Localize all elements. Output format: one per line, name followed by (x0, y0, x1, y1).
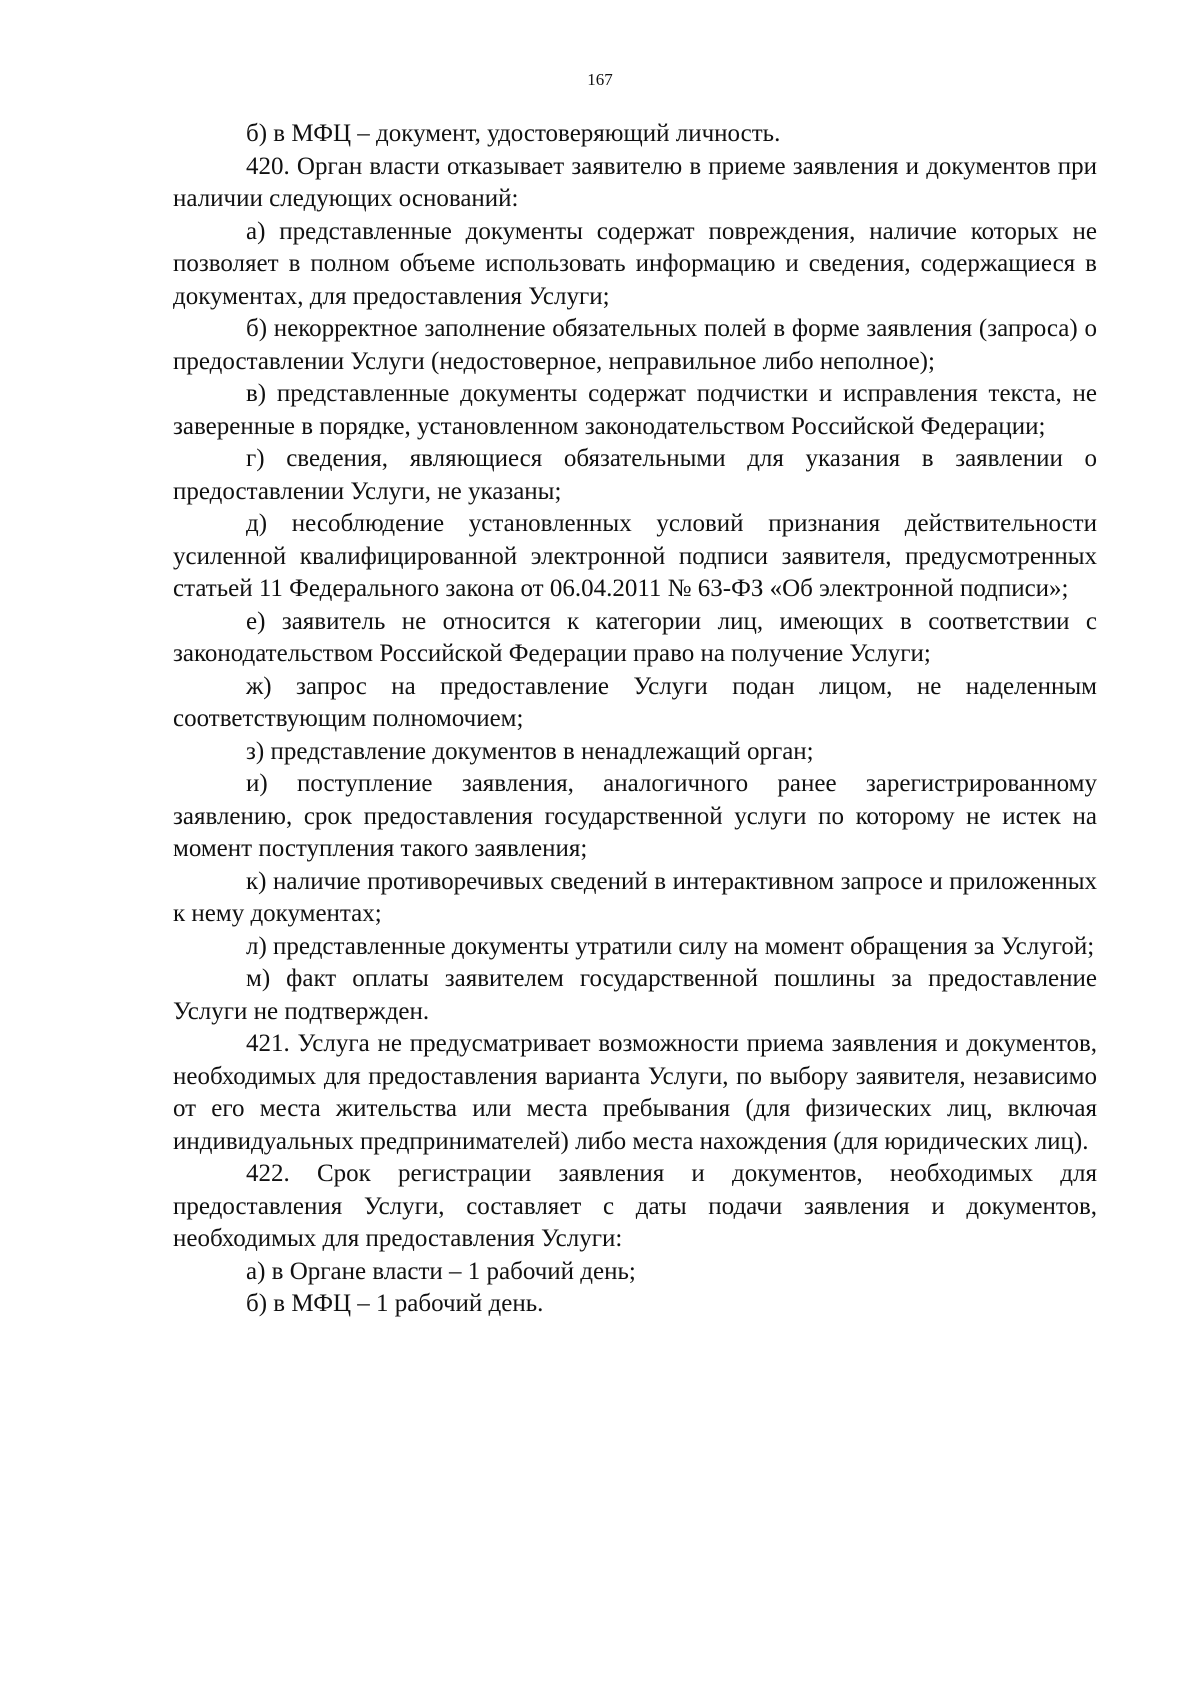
paragraph-420: 420. Орган власти отказывает заявителю в приеме заявления и документов при наличии следующих оснований: (173, 152, 1097, 212)
paragraph-420-k: к) наличие противоречивых сведений в интерактивном запросе и приложенных к нему документах; (173, 867, 1097, 927)
paragraph-420-g: г) сведения, являющиеся обязательными для указания в заявлении о предоставлении Услуги, не указаны; (173, 445, 1097, 505)
paragraph-421: 421. Услуга не предусматривает возможности приема заявления и документов, необходимых для предоставления варианта Услуги, по выбору заявителя, независимо от его места жительства или места пребывания (для физических лиц, включая индивидуальных предпринимателей) либо места нахождения (для юридических лиц). (173, 1030, 1097, 1155)
paragraph-420-l: л) представленные документы утратили силу на момент обращения за Услугой; (246, 932, 1095, 960)
paragraph-420-v: в) представленные документы содержат подчистки и исправления текста, не заверенные в порядке, установленном законодательством Российской Федерации; (173, 380, 1097, 440)
paragraph-420-e: е) заявитель не относится к категории лиц, имеющих в соответствии с законодательством Российской Федерации право на получение Услуги; (173, 607, 1097, 667)
paragraph-422-b: б) в МФЦ – 1 рабочий день. (246, 1290, 544, 1317)
paragraph-420-b: б) некорректное заполнение обязательных полей в форме заявления (запроса) о предоставлении Услуги (недостоверное, неправильное либо неполное); (173, 315, 1097, 375)
paragraph-420-m: м) факт оплаты заявителем государственной пошлины за предоставление Услуги не подтвержден. (173, 965, 1097, 1025)
paragraph-420-i: и) поступление заявления, аналогичного ранее зарегистрированному заявлению, срок предоставления государственной услуги по которому не истек на момент поступления такого заявления; (173, 770, 1097, 862)
paragraph-422: 422. Срок регистрации заявления и документов, необходимых для предоставления Услуги, составляет с даты подачи заявления и документов, необходимых для предоставления Услуги: (173, 1160, 1097, 1252)
paragraph-420-zh: ж) запрос на предоставление Услуги подан лицом, не наделенным соответствующим полномочием; (173, 672, 1097, 732)
paragraph-b-mfc-identity: б) в МФЦ – документ, удостоверяющий личность. (246, 120, 781, 147)
document-body (173, 118, 1097, 1321)
paragraph-420-d: д) несоблюдение установленных условий признания действительности усиленной квалифицированной электронной подписи заявителя, предусмотренных статьей 11 Федерального закона от 06.04.2011 № 63-ФЗ «Об электронной подписи»; (173, 510, 1097, 602)
page-number: 167 (587, 70, 613, 89)
paragraph-420-z: з) представление документов в ненадлежащий орган; (246, 737, 814, 765)
paragraph-422-a: а) в Органе власти – 1 рабочий день; (246, 1257, 636, 1285)
paragraph-420-a: а) представленные документы содержат повреждения, наличие которых не позволяет в полном объеме использовать информацию и сведения, содержащиеся в документах, для предоставления Услуги; (173, 217, 1097, 310)
